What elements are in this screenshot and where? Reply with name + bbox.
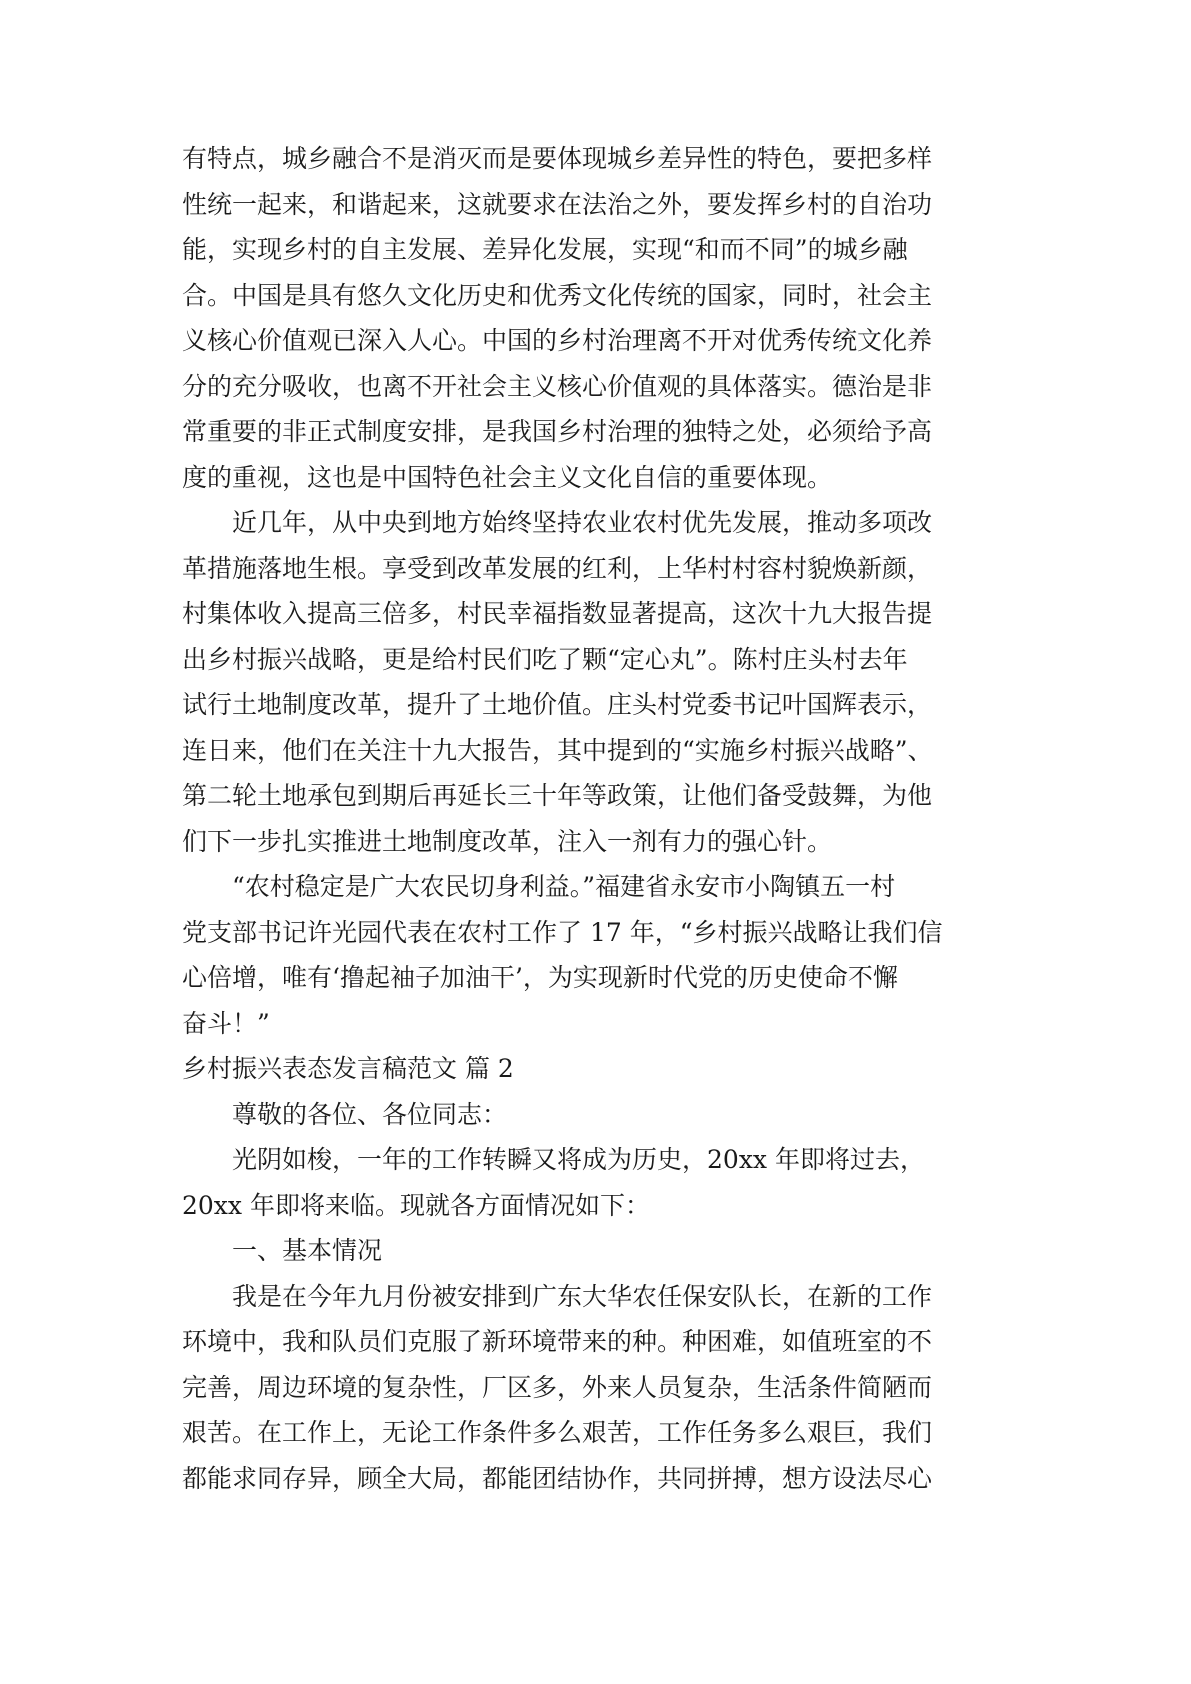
document-body xyxy=(182,136,1022,1501)
text-line: 能，实现乡村的自主发展、差异化发展，实现“和而不同”的城乡融 xyxy=(182,235,908,264)
text-line: 革措施落地生根。享受到改革发展的红利，上华村村容村貌焕新颜， xyxy=(182,553,933,583)
text-line: 一、基本情况 xyxy=(232,1236,383,1265)
section-title: 乡村振兴表态发言稿范文 篇 2 xyxy=(182,1054,514,1083)
paragraph-quote xyxy=(182,864,1022,1046)
salutation xyxy=(182,1092,1022,1138)
text-line: 近几年，从中央到地方始终坚持农业农村优先发展，推动多项改 xyxy=(232,508,933,537)
text-line: 有特点，城乡融合不是消灭而是要体现城乡差异性的特色，要把多样 xyxy=(182,144,933,173)
subheading xyxy=(182,1228,1022,1274)
text-line: 们下一步扎实推进土地制度改革，注入一剂有力的强心针。 xyxy=(182,826,833,856)
text-line: 连日来，他们在关注十九大报告，其中提到的“实施乡村振兴战略”、 xyxy=(182,735,933,765)
text-line: 合。中国是具有悠久文化历史和优秀文化传统的国家，同时，社会主 xyxy=(182,280,933,310)
text-line: 光阴如梭，一年的工作转瞬又将成为历史，20xx 年即将过去， xyxy=(232,1145,925,1174)
paragraph-basic-situation xyxy=(182,1274,1022,1502)
text-line: 20xx 年即将来临。现就各方面情况如下： xyxy=(182,1190,650,1220)
text-line: 出乡村振兴战略，更是给村民们吃了颗“定心丸”。陈村庄头村去年 xyxy=(182,644,908,674)
text-line: 艰苦。在工作上，无论工作条件多么艰苦，工作任务多么艰巨，我们 xyxy=(182,1418,933,1447)
paragraph-opening xyxy=(182,1137,1022,1228)
text-line: 环境中，我和队员们克服了新环境带来的种。种困难，如值班室的不 xyxy=(182,1327,933,1356)
text-line: 性统一起来，和谐起来，这就要求在法治之外，要发挥乡村的自治功 xyxy=(182,189,933,219)
text-line: 完善，周边环境的复杂性，厂区多，外来人员复杂，生活条件简陋而 xyxy=(182,1372,933,1402)
text-line: 试行土地制度改革，提升了土地价值。庄头村党委书记叶国辉表示， xyxy=(182,690,933,719)
text-line: 奋斗！” xyxy=(182,1008,270,1038)
text-line: 我是在今年九月份被安排到广东大华农任保安队长，在新的工作 xyxy=(232,1281,933,1311)
text-line: 常重要的非正式制度安排，是我国乡村治理的独特之处，必须给予高 xyxy=(182,417,933,446)
text-line: 分的充分吸收，也离不开社会主义核心价值观的具体落实。德治是非 xyxy=(182,371,933,401)
text-line: 党支部书记许光园代表在农村工作了 17 年，“乡村振兴战略让我们信 xyxy=(182,917,943,947)
paragraph-continued xyxy=(182,136,1022,500)
text-line: 都能求同存异，顾全大局，都能团结协作，共同拼搏，想方设法尽心 xyxy=(182,1463,933,1493)
text-line: 第二轮土地承包到期后再延长三十年等政策，让他们备受鼓舞，为他 xyxy=(182,781,933,810)
text-line: 义核心价值观已深入人心。中国的乡村治理离不开对优秀传统文化养 xyxy=(182,326,933,355)
paragraph-reform xyxy=(182,500,1022,864)
text-line: 尊敬的各位、各位同志： xyxy=(232,1099,508,1129)
text-line: “农村稳定是广大农民切身利益。”福建省永安市小陶镇五一村 xyxy=(232,872,896,901)
text-line: 度的重视，这也是中国特色社会主义文化自信的重要体现。 xyxy=(182,462,833,492)
text-line: 心倍增，唯有‘撸起袖子加油干’，为实现新时代党的历史使命不懈 xyxy=(182,963,898,992)
text-line: 村集体收入提高三倍多，村民幸福指数显著提高，这次十九大报告提 xyxy=(182,599,933,628)
